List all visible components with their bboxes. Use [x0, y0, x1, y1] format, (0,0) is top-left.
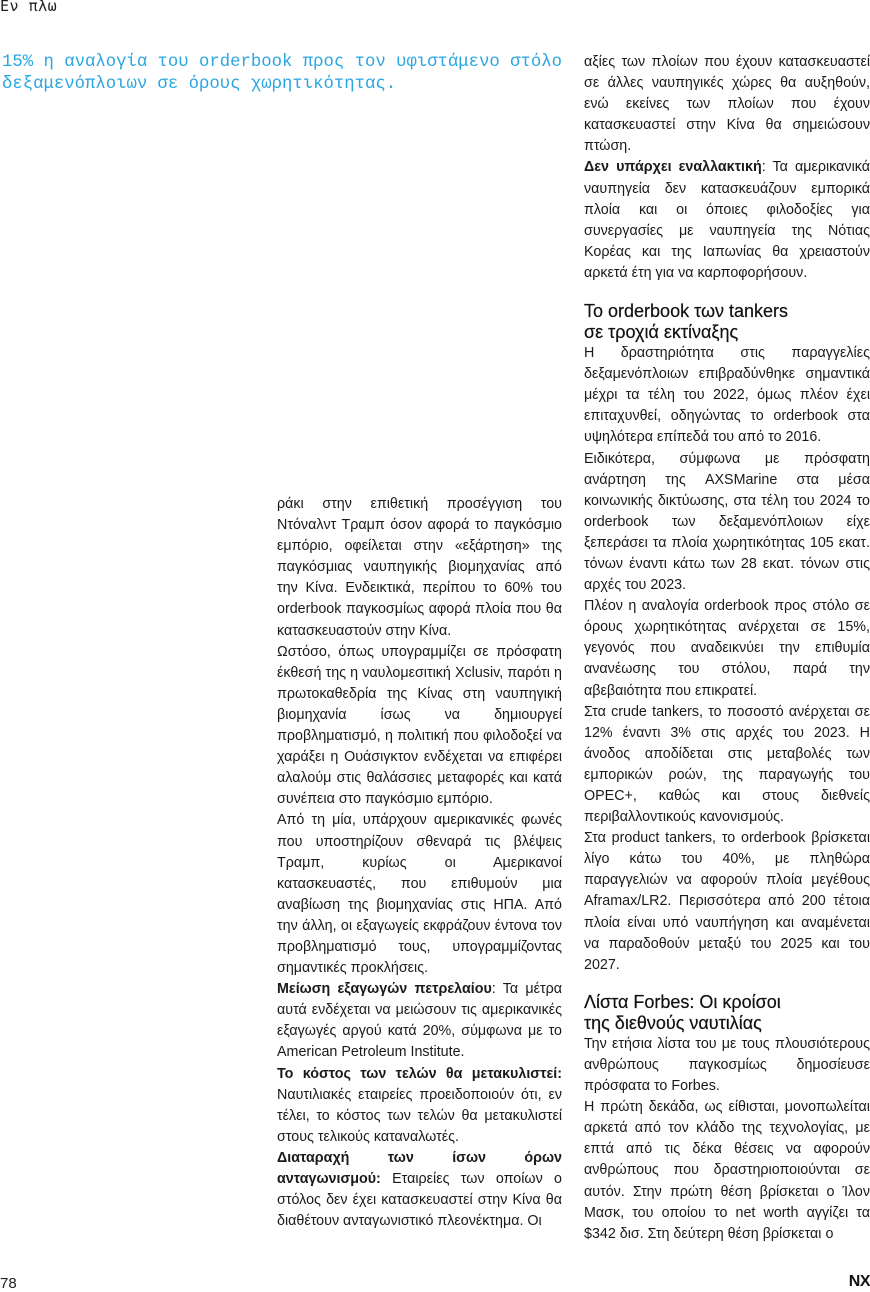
- paragraph-text: : Τα αμερικανικά ναυπηγεία δεν κατασκευάζουν εμπορικά πλοία και οι όποιες φιλοδοξίες για συνεργασίες με ναυπηγεία της Νότιας Κορέας και της Ιαπωνίας θα χρειαστούν αρκετά έτη για να καρποφορήσουν.: [584, 159, 870, 281]
- heading-line: της διεθνούς ναυτιλίας: [584, 1012, 762, 1033]
- heading-line: Το orderbook των tankers: [584, 301, 789, 322]
- pull-quote: 15% η αναλογία του orderbook προς τον υφιστάμενο στόλο δεξαμενόπλοιων σε όρους χωρητικότητας.: [2, 53, 563, 94]
- heading-line: σε τροχιά εκτίναξης: [584, 322, 739, 343]
- paragraph: Από τη μία, υπάρχουν αμερικανικές φωνές που υποστηρίζουν σθεναρά τις βλέψεις Τραμπ, κυρίως οι Αμερικανοί κατασκευαστές, που επιθυμούν μια αναβίωση της βιομηχανίας στις ΗΠΑ. Από την άλλη, οι εξαγωγείς εκφράζουν έντονα τον προβληματισμό τους, υπογραμμίζοντας σημαντικές προκλήσεις.: [277, 812, 562, 977]
- brand-logo: NX: [848, 1273, 870, 1290]
- paragraph: Ειδικότερα, σύμφωνα με πρόσφατη ανάρτηση της AXSMarine στα μέσα κοινωνικής δικτύωσης, στα τέλη του 2024 το orderbook των δεξαμενόπλοιων είχε ξεπεράσει τα πλοία χωρητικότητας 105 εκατ. τόνων έναντι κάτω των 28 εκατ. τόνων στις αρχές του 2023.: [584, 450, 870, 594]
- paragraph: [584, 157, 870, 284]
- paragraph: [277, 979, 562, 1063]
- paragraph-lead: Δεν υπάρχει εναλλακτική: [584, 159, 762, 176]
- paragraph-text: : Τα μέτρα αυτά ενδέχεται να μειώσουν τις αμερικανικές εξαγωγές αργού κατά 20%, σύμφωνα με το American Petroleum Institute.: [277, 981, 562, 1061]
- paragraph-lead: Το κόστος των τελών θα μετακυλιστεί:: [277, 1065, 562, 1082]
- paragraph: Ωστόσο, όπως υπογραμμίζει σε πρόσφατη έκθεσή της η ναυλομεσιτική Xclusiv, παρότι η πρωτοκαθεδρία της Κίνας στη ναυπηγική βιομηχανία ίσως να δημιουργεί προβληματισμό, η πολιτική που φιλοδοξεί να χαράξει η Ουάσιγκτον ενδέχεται να επιφέρει αλαλούμ στις θαλάσσιες μεταφορές και κατά συνέπεια στο παγκόσμιο εμπόριο.: [277, 643, 562, 808]
- paragraph: Η δραστηριότητα στις παραγγελίες δεξαμενόπλοιων επιβραδύνθηκε σημαντικά μέχρι τα τέλη του 2022, όμως πλέον έχει επιταχυνθεί, οδηγώντας το orderbook στα υψηλότερα επίπεδά του από το 2016.: [584, 345, 870, 446]
- article-column-right: [584, 52, 870, 1245]
- paragraph: Η πρώτη δεκάδα, ως είθισται, μονοπωλείται αρκετά από τον κλάδο της τεχνολογίας, με επτά από τις δέκα θέσεις να αφορούν ανθρώπους που δραστηριοποιούνται σε αυτόν. Στην πρώτη θέση βρίσκεται ο Ίλον Μασκ, του οποίου το net worth αγγίζει τα $342 δισ. Στη δεύτερη θέση βρίσκεται ο: [584, 1099, 870, 1242]
- paragraph: Στα crude tankers, το ποσοστό ανέρχεται σε 12% έναντι 3% στις αρχές του 2023. Η άνοδος αποδίδεται στις μεταβολές των εμπορικών ροών, της παραγωγής του OPEC+, καθώς και στους διεθνείς περιβαλλοντικούς κανονισμούς.: [584, 703, 870, 826]
- paragraph-lead: Διαταραχή των ίσων όρων ανταγωνισμού:: [277, 1149, 562, 1187]
- paragraph: αξίες των πλοίων που έχουν κατασκευαστεί σε άλλες ναυπηγικές χώρες θα αυξηθούν, ενώ εκείνες των πλοίων που έχουν κατασκευαστεί στην Κίνα θα σημειώσουν πτώση.: [584, 54, 870, 155]
- paragraph: [277, 1064, 562, 1148]
- section-label: Εν πλω: [0, 0, 58, 15]
- heading-line: Λίστα Forbes: Οι κροίσοι: [584, 991, 781, 1012]
- paragraph-text: Εταιρείες των οποίων ο στόλος δεν έχει κατασκευαστεί στην Κίνα θα διαθέτουν ανταγωνιστικό πλεονέκτημα. Οι: [277, 1171, 562, 1230]
- paragraph: Πλέον η αναλογία orderbook προς στόλο σε όρους χωρητικότητας ανέρχεται σε 15%, γεγονός που αναδεικνύει την επιθυμία ανανέωσης του στόλου, παρά την αβεβαιότητα που επικρατεί.: [584, 598, 870, 699]
- paragraph: Την ετήσια λίστα του με τους πλουσιότερους ανθρώπους παγκοσμίως δημοσίευσε πρόσφατα το Forbes.: [584, 1035, 870, 1095]
- paragraph: ράκι στην επιθετική προσέγγιση του Ντόναλντ Τραμπ όσον αφορά το παγκόσμιο εμπόριο, οφείλεται στην «εξάρτηση» της παγκόσμιας ναυπηγικής βιομηχανίας από την Κίνα. Ενδεικτικά, περίπου το 60% του orderbook παγκοσμίως αφορά πλοία που θα κατασκευαστούν στην Κίνα.: [277, 496, 562, 639]
- paragraph-lead: Μείωση εξαγωγών πετρελαίου: [277, 981, 492, 998]
- page-number: 78: [0, 1275, 17, 1292]
- article-column-middle: [277, 494, 562, 1232]
- paragraph: [277, 1148, 562, 1232]
- paragraph-text: Ναυτιλιακές εταιρείες προειδοποιούν ότι, εν τέλει, το κόστος των τελών θα μετακυλιστεί στους τελικούς καταναλωτές.: [277, 1086, 562, 1145]
- paragraph: Στα product tankers, το orderbook βρίσκεται λίγο κάτω του 40%, με πληθώρα παραγγελιών να αφορούν πλοία μεγέθους Aframax/LR2. Περισσότερα από 200 τέτοια πλοία είναι υπό ναυπήγηση και αναμένεται να παραδοθούν μεταξύ του 2025 και του 2027.: [584, 830, 870, 973]
- section-heading-orderbook: [584, 301, 870, 343]
- section-heading-forbes: [584, 992, 870, 1034]
